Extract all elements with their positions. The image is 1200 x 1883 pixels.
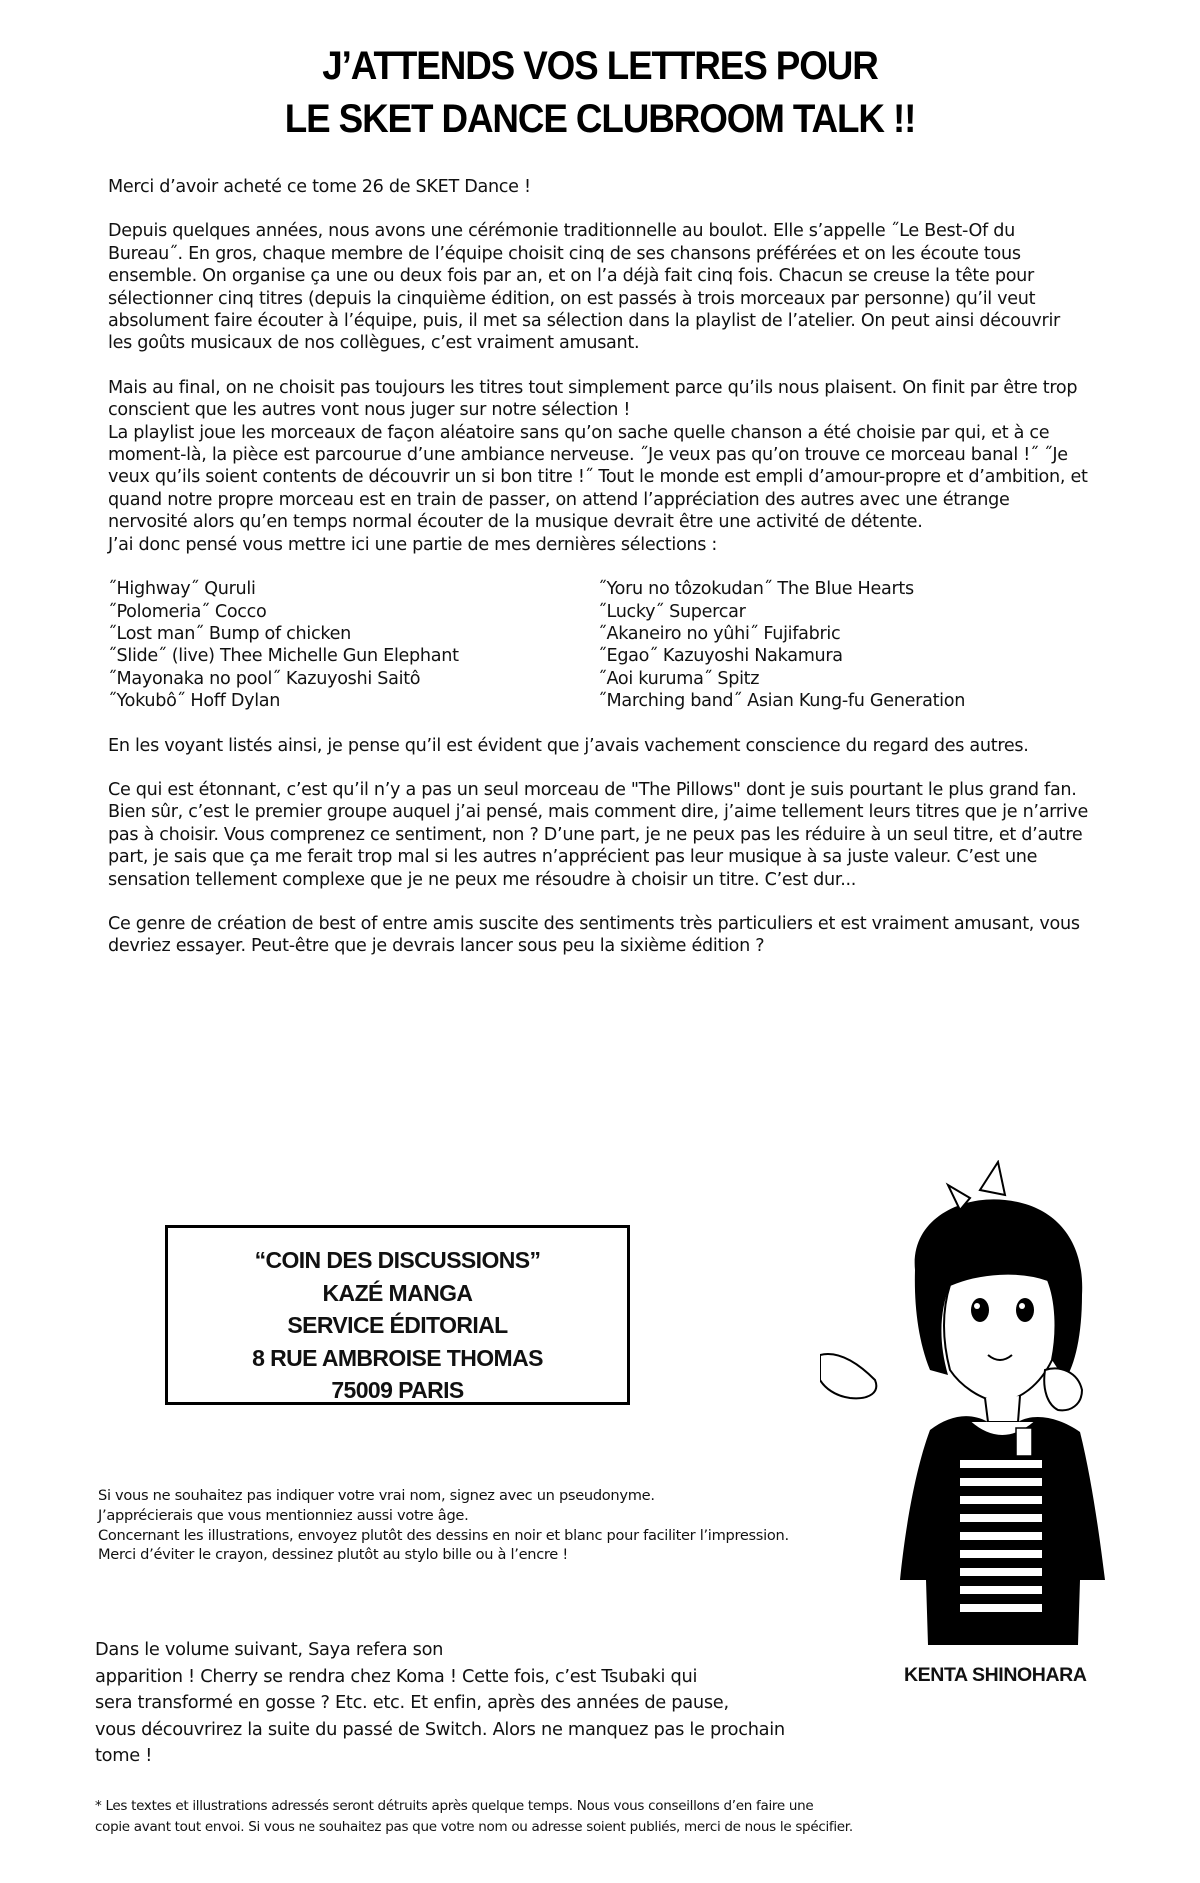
song-item: ˝Yokubô˝ Hoff Dylan [108, 691, 281, 712]
next-volume-teaser [95, 1637, 795, 1770]
footnote [95, 1796, 1125, 1838]
address-line: KAZÉ MANGA [322, 1279, 473, 1306]
song-item: ˝Polomeria˝ Cocco [108, 601, 267, 622]
teaser-line: vous découvrirez la suite du passé de Switch. Alors ne manquez pas le prochain [95, 1718, 785, 1740]
paragraph-best-of: Depuis quelques années, nous avons une cérémonie traditionnelle au boulot. Elle s’appelle ˝Le Best-Of du Bureau˝. En gros, chaque membre de l’équipe choisit cinq de ses chansons préférées et on les écoute tous ensemble. On organise ça une ou deux fois par an, et on l’a déjà fait cinq fois. Chacun se creuse la tête pour sélectionner cinq titres (depuis la cinquième édition, on est passés à trois morceaux par personne) qu’il veut absolument faire écouter à l’équipe, puis, il met sa sélection dans la playlist de l’atelier. On peut ainsi découvrir les goûts musicaux de nos collègues, c’est vraiment amusant. [108, 221, 1060, 354]
footnote-line: copie avant tout envoi. Si vous ne souhaitez pas que votre nom ou adresse soient publiés, merci de nous le spécifier. [95, 1819, 853, 1835]
song-item: ˝Akaneiro no yûhi˝ Fujifabric [598, 623, 841, 644]
intro-paragraph: Merci d’avoir acheté ce tome 26 de SKET Dance ! [108, 177, 531, 197]
song-item: ˝Aoi kuruma˝ Spitz [598, 668, 760, 689]
song-list [108, 578, 1088, 712]
song-item: ˝Highway˝ Quruli [108, 579, 256, 600]
left-hand [820, 1354, 876, 1398]
song-item: ˝Mayonaka no pool˝ Kazuyoshi Saitô [108, 668, 421, 689]
song-item: ˝Slide˝ (live) Thee Michelle Gun Elephant [108, 646, 459, 667]
title-line-1: J’ATTENDS VOS LETTRES POUR [322, 44, 878, 88]
song-list-left [108, 578, 598, 712]
note-line: Merci d’éviter le crayon, dessinez plutôt au stylo bille ou à l’encre ! [98, 1546, 568, 1564]
note-line: Concernant les illustrations, envoyez plutôt des dessins en noir et blanc pour faciliter l’impression. [98, 1526, 789, 1544]
submission-notes [98, 1486, 798, 1565]
paragraph-selection-intro: J’ai donc pensé vous mettre ici une partie de mes dernières sélections : [108, 534, 718, 555]
teaser-line: sera transformé en gosse ? Etc. etc. Et enfin, après des années de pause, [95, 1692, 729, 1713]
song-item: ˝Lucky˝ Supercar [598, 601, 746, 622]
address-line: 8 RUE AMBROISE THOMAS [252, 1344, 543, 1371]
teaser-line: Dans le volume suivant, Saya refera son [95, 1639, 444, 1660]
song-item: ˝Lost man˝ Bump of chicken [108, 623, 351, 644]
author-name: KENTA SHINOHARA [904, 1664, 1087, 1686]
song-item: ˝Marching band˝ Asian Kung-fu Generation [598, 691, 966, 712]
right-hand [1044, 1368, 1082, 1410]
paragraph-pillows: Ce qui est étonnant, c’est qu’il n’y a pas un seul morceau de "The Pillows" dont je suis pourtant le plus grand fan. Bien sûr, c’est le premier groupe auquel j’ai pensé, mais comment dire, j’aime tellement leurs titres que je n’arrive pas à choisir. Vous comprenez ce sentiment, non ? D’une part, je ne peux pas les réduire à un seul titre, et d’autre part, je sais que ça me ferait trop mal si les autres n’apprécient pas leur musique à sa juste valeur. C’est une sensation tellement complexe que je ne peux me résoudre à choisir un titre. C’est dur... [108, 779, 1088, 890]
letter-body [108, 176, 1088, 980]
song-list-right [598, 578, 1088, 712]
paragraph-choice: Mais au final, on ne choisit pas toujours les titres tout simplement parce qu’ils nous plaisent. On finit par être trop conscient que les autres vont nous juger sur notre sélection ! [108, 377, 1078, 421]
note-line: Si vous ne souhaitez pas indiquer votre vrai nom, signez avec un pseudonyme. [98, 1487, 655, 1504]
note-line: J’apprécierais que vous mentionniez aussi votre âge. [98, 1506, 469, 1524]
address-line: “COIN DES DISCUSSIONS” [254, 1247, 541, 1273]
teaser-line: apparition ! Cherry se rendra chez Koma ! Cette fois, c’est Tsubaki qui [95, 1665, 698, 1687]
address-line: SERVICE ÉDITORIAL [287, 1312, 508, 1338]
footnote-line: * Les textes et illustrations adressés seront détruits après quelque temps. Nous vous conseillons d’en faire une [95, 1798, 814, 1814]
address-line: 75009 PARIS [331, 1377, 464, 1403]
teaser-line: tome ! [95, 1745, 153, 1766]
song-item: ˝Egao˝ Kazuyoshi Nakamura [598, 646, 843, 667]
title-line-2: LE SKET DANCE CLUBROOM TALK !! [284, 97, 916, 141]
song-item: ˝Yoru no tôzokudan˝ The Blue Hearts [598, 579, 914, 600]
keychain-icon [1016, 1428, 1032, 1456]
paragraph-awareness: En les voyant listés ainsi, je pense qu’il est évident que j’avais vachement conscience du regard des autres. [108, 735, 1029, 756]
face-shape [944, 1274, 1055, 1402]
paragraph-playlist: La playlist joue les morceaux de façon aléatoire sans qu’on sache quelle chanson a été choisie par qui, et à ce moment-là, la pièce est parcourue d’une ambiance nerveuse. ˝Je veux pas qu’on trouve ce morceau banal !˝ ˝Je veux qu’ils soient contents de découvrir un si bon titre !˝ Tout le monde est empli d’amour-propre et d’ambition, et quand notre propre morceau est en train de passer, on attend l’appréciation des autres avec une étrange nervosité alors qu’en temps normal écouter de la musique devrait être une activité de détente. [108, 422, 1088, 533]
character-illustration [820, 1160, 1160, 1660]
page-title [48, 40, 1152, 146]
striped-shirt [960, 1460, 1042, 1612]
paragraph-conclusion: Ce genre de création de best of entre amis suscite des sentiments très particuliers et est vraiment amusant, vous devriez essayer. Peut-être que je devrais lancer sous peu la sixième édition ? [108, 913, 1080, 957]
mailing-address-box [165, 1225, 630, 1405]
